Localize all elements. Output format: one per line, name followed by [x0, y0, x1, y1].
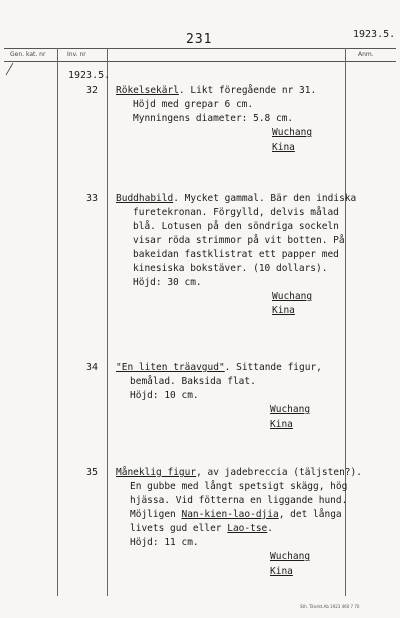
- header-rule-bottom: [4, 61, 396, 62]
- object-title: Buddhabild: [116, 193, 174, 204]
- page-number: 231: [186, 32, 213, 47]
- column-divider-2: [107, 48, 108, 596]
- entry-text-line: furetekronan. Förgylld, delvis målad: [133, 207, 339, 218]
- inventory-number: 35: [86, 467, 99, 478]
- header-date: 1923.5.: [353, 29, 396, 40]
- entry-text-line: bakeidan fastklistrat ett papper med: [133, 249, 339, 260]
- column-header-gen-kat: Gen. kat. nr: [10, 51, 46, 58]
- column-header-inv: Inv. nr: [67, 51, 86, 58]
- entry-text-line: livets gud eller Lao-tse.: [130, 523, 274, 534]
- country-name: Kina: [272, 142, 295, 153]
- column-header-anm: Anm.: [358, 51, 374, 58]
- deity-name: Nan-kien-lao-djia: [181, 509, 279, 520]
- inventory-number: 32: [86, 85, 99, 96]
- object-title: Rökelsekärl: [116, 85, 179, 96]
- entry-text-line: bemålad. Baksida flat.: [130, 376, 256, 387]
- country-name: Kina: [270, 419, 293, 430]
- deity-name: Lao-tse: [227, 523, 268, 534]
- entry-text-line: En gubbe med långt spetsigt skägg, hög: [130, 481, 348, 492]
- column-divider-3: [345, 48, 346, 596]
- inventory-number: 34: [86, 362, 99, 373]
- entry-text-line: hjässa. Vid fötterna en liggande hund.: [130, 495, 348, 506]
- object-title: "En liten träavgud": [116, 362, 225, 373]
- entry-text-line: kinesiska bokstäver. (10 dollars).: [133, 263, 328, 274]
- entry-text-line: "En liten träavgud". Sittande figur,: [116, 362, 322, 373]
- entry-text-line: blå. Lotusen på den söndriga sockeln: [133, 221, 339, 232]
- place-name: Wuchang: [272, 291, 313, 302]
- entry-text-line: Möjligen Nan-kien-lao-djia, det långa: [130, 509, 342, 520]
- country-name: Kina: [272, 305, 295, 316]
- entry-text-line: Höjd: 10 cm.: [130, 390, 199, 401]
- place-name: Wuchang: [272, 127, 313, 138]
- printer-imprint: Sth. Tändst.Ab 1923 460 7 70: [300, 604, 360, 609]
- object-title: Måneklig figur: [116, 467, 197, 478]
- entry-text-line: Höjd med grepar 6 cm.: [133, 99, 254, 110]
- country-name: Kina: [270, 566, 293, 577]
- entry-text-line: Måneklig figur, av jadebreccia (täljsten?).: [116, 467, 362, 478]
- header-rule-top: [4, 48, 396, 49]
- entry-text-line: Höjd: 30 cm.: [133, 277, 202, 288]
- column-divider-1: [57, 48, 58, 596]
- entry-text-line: Mynningens diameter: 5.8 cm.: [133, 113, 294, 124]
- entry-date: 1923.5.: [68, 70, 111, 81]
- entry-text-line: Rökelsekärl. Likt föregående nr 31.: [116, 85, 317, 96]
- entry-text-line: Höjd: 11 cm.: [130, 537, 199, 548]
- place-name: Wuchang: [270, 551, 311, 562]
- place-name: Wuchang: [270, 404, 311, 415]
- pencil-tick-mark: [4, 62, 14, 76]
- entry-text-line: visar röda strimmor på vit botten. På: [133, 235, 345, 246]
- inventory-number: 33: [86, 193, 99, 204]
- entry-text-line: Buddhabild. Mycket gammal. Bär den indiska: [116, 193, 357, 204]
